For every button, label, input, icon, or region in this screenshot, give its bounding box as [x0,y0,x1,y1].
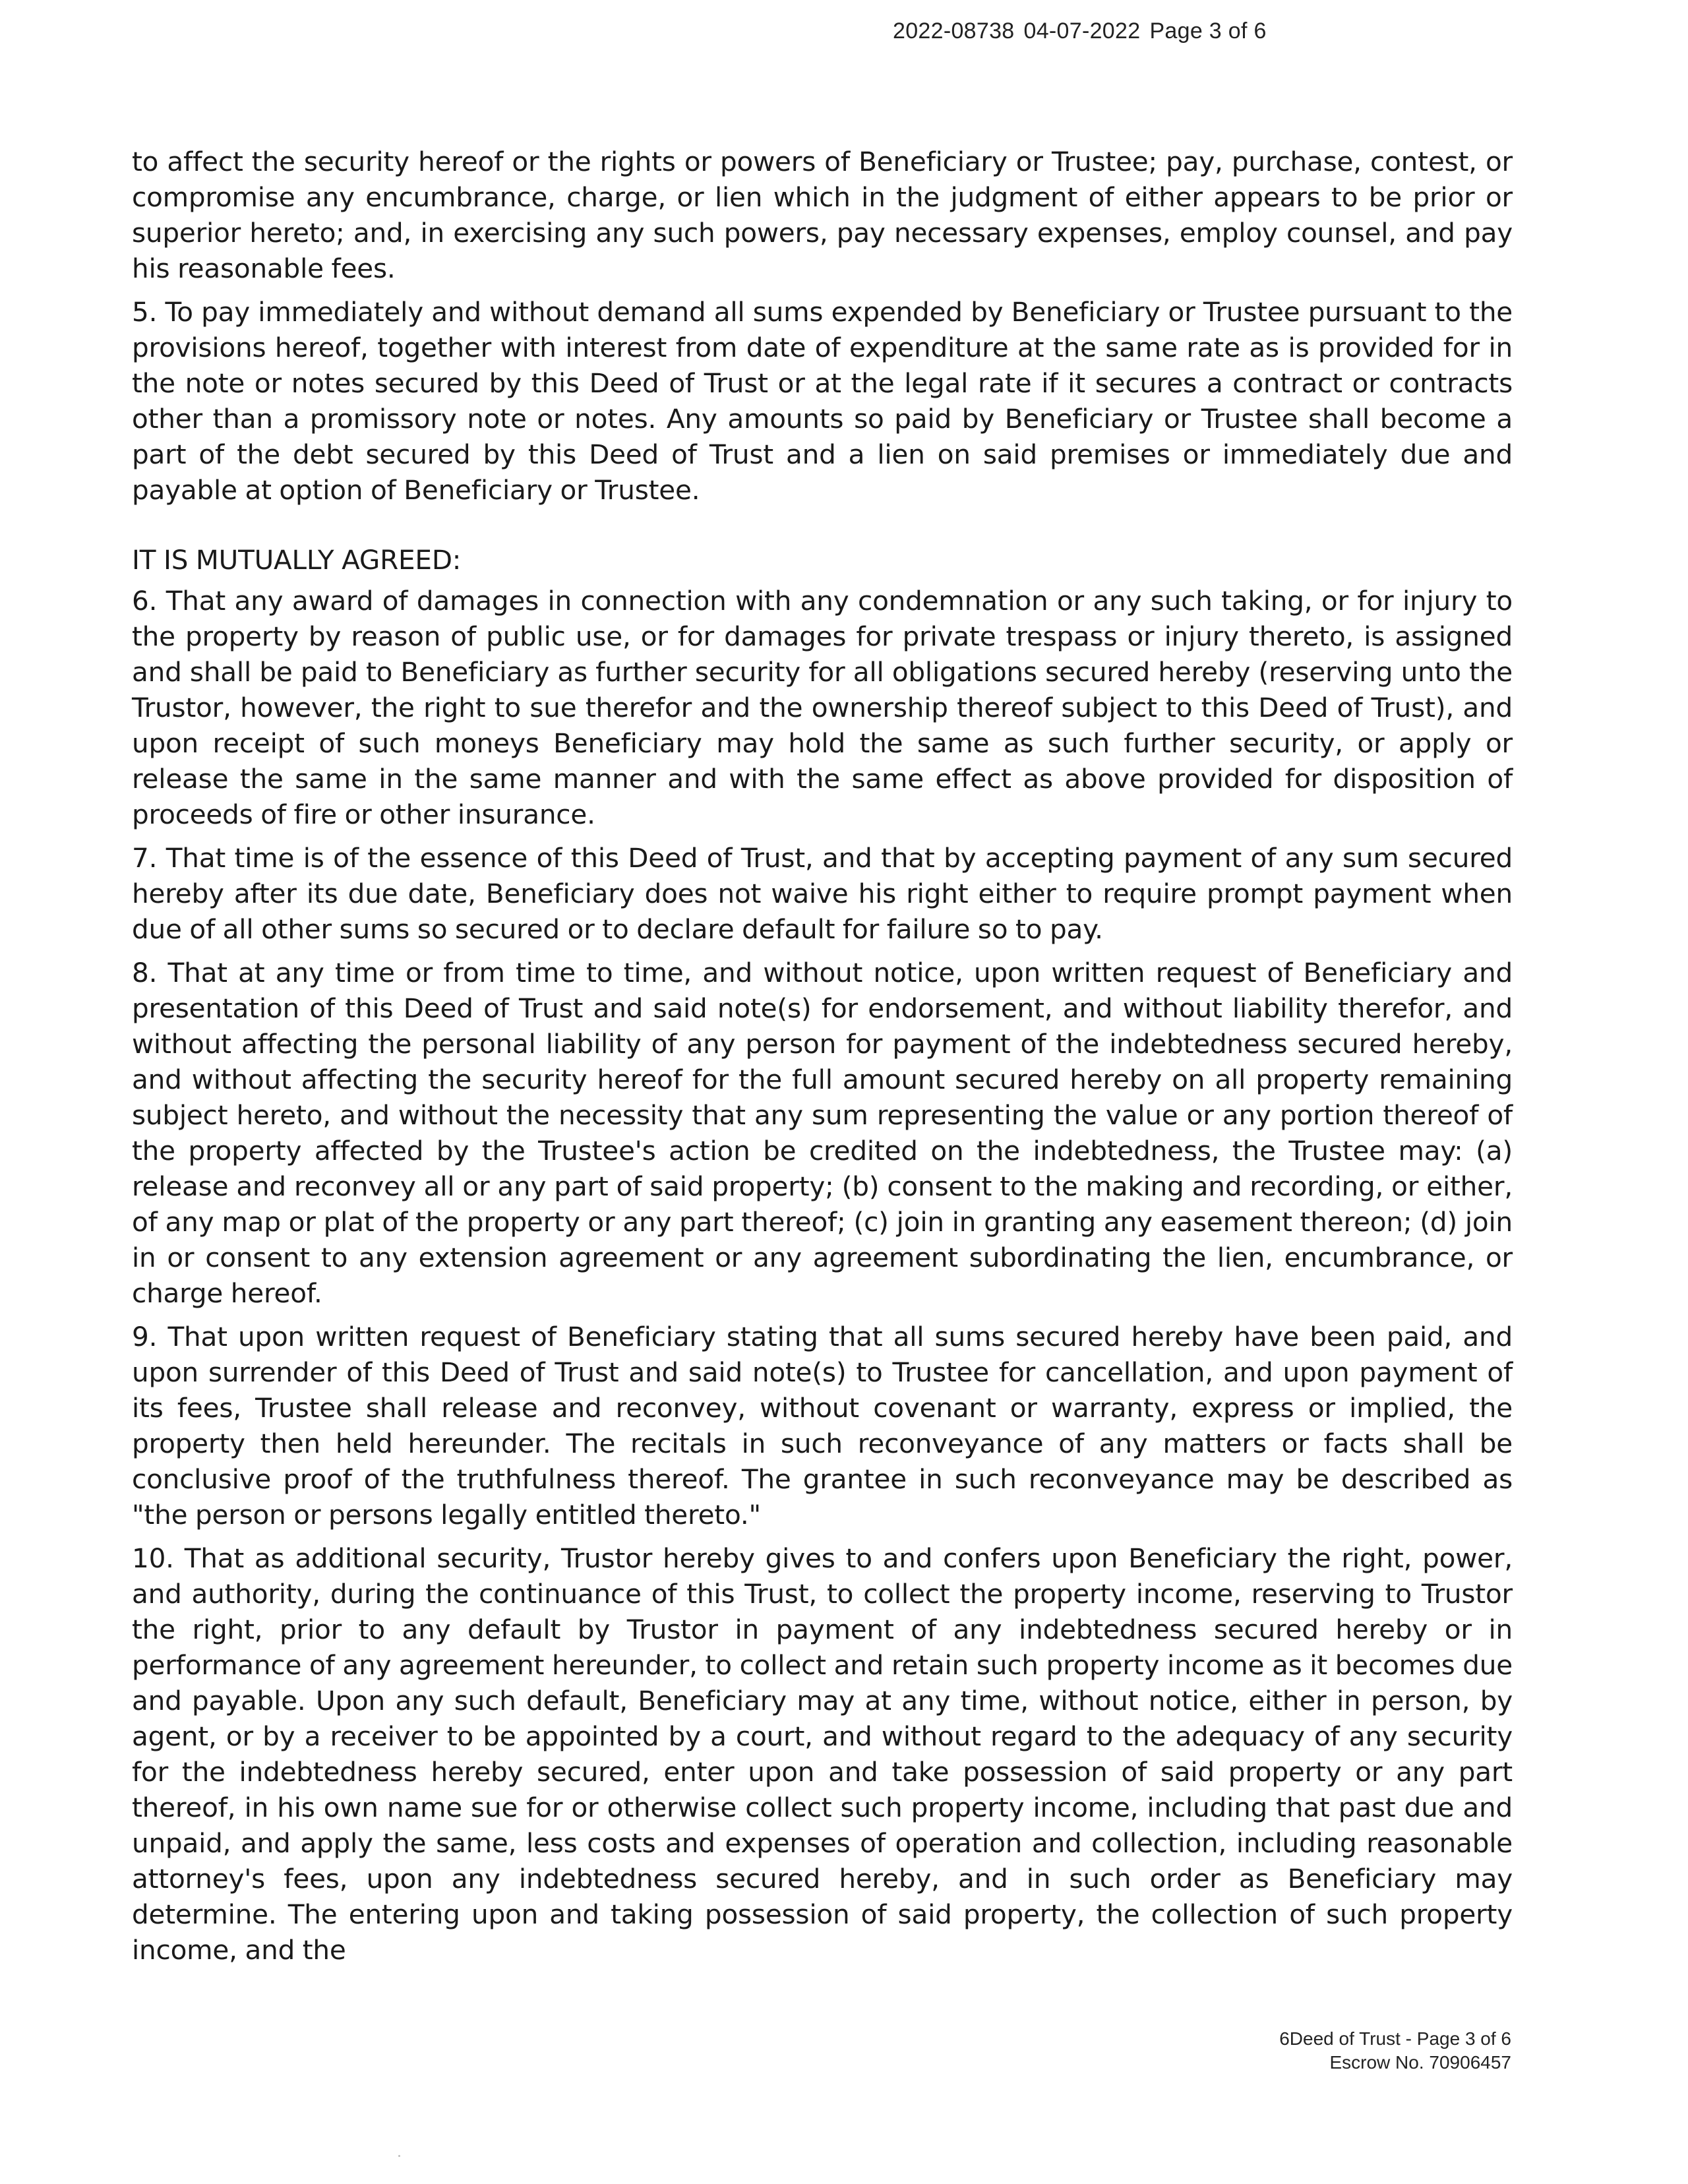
footer-page-label: 6Deed of Trust - Page 3 of 6 [1279,2028,1511,2049]
footer-escrow-number: Escrow No. 70906457 [1329,2052,1511,2073]
recording-date: 04-07-2022 [1023,18,1141,44]
paragraph-7: 7. That time is of the essence of this Deed of Trust, and that by accepting payment of any sum secured hereby after its due date, Beneficiary does not waive his right either to require prompt payment when due of all other sums so secured or to declare default for failure so to pay. [132,842,1513,945]
paragraph-continuation: to affect the security hereof or the rights or powers of Beneficiary or Trustee; pay, purchase, contest, or compromise any encumbrance, charge, or lien which in the judgment of either appears to be prior or superior hereto; and, in exercising any such powers, pay necessary expenses, employ counsel, and pay his reasonable fees. [132,146,1513,284]
section-heading: IT IS MUTUALLY AGREED: [132,544,462,576]
page-footer [1116,2027,1511,2075]
paragraph-5: 5. To pay immediately and without demand all sums expended by Beneficiary or Trustee pursuant to the provisions hereof, together with interest from date of expenditure at the same rate as is provided for in the note or notes secured by this Deed of Trust or at the legal rate if it secures a contract or contracts other than a promissory note or notes. Any amounts so paid by Beneficiary or Trustee shall become a part of the debt secured by this Deed of Trust and a lien on said premises or immediately due and payable at option of Beneficiary or Trustee. [132,296,1513,506]
document-number: 2022-08738 [893,18,1015,44]
page-indicator: Page 3 of 6 [1149,18,1267,44]
paragraph-9: 9. That upon written request of Beneficiary stating that all sums secured hereby have been paid, and upon surrender of this Deed of Trust and said note(s) to Trustee for cancellation, and upon payment of its fees, Trustee shall release and reconvey, without covenant or warranty, express or implied, the property then held hereunder. The recitals in such reconveyance of any matters or facts shall be conclusive proof of the truthfulness thereof. The grantee in such reconveyance may be described as "the person or persons legally entitled thereto." [132,1321,1513,1531]
scan-artifact [398,2155,400,2157]
paragraph-6: 6. That any award of damages in connection with any condemnation or any such taking, or for injury to the property by reason of public use, or for damages for private trespass or injury thereto, is assigned and shall be paid to Beneficiary as further security for all obligations secured hereby (reserving unto the Trustor, however, the right to sue therefor and the ownership thereof subject to this Deed of Trust), and upon receipt of such moneys Beneficiary may hold the same as such further security, or apply or release the same in the same manner and with the same effect as above provided for disposition of proceeds of fire or other insurance. [132,585,1513,830]
paragraph-8: 8. That at any time or from time to time, and without notice, upon written request of Beneficiary and presentation of this Deed of Trust and said note(s) for endorsement, and without liability therefor, and without affecting the personal liability of any person for payment of the indebtedness secured hereby, and without affecting the security hereof for the full amount secured hereby on all property remaining subject hereto, and without the necessity that any sum representing the value or any portion thereof of the property affected by the Trustee's action be credited on the indebtedness, the Trustee may: (a) release and reconvey all or any part of said property; (b) consent to the making and recording, or either, of any map or plat of the property or any part thereof; (c) join in granting any easement thereon; (d) join in or consent to any extension agreement or any agreement subordinating the lien, encumbrance, or charge hereof. [132,957,1513,1309]
paragraph-10: 10. That as additional security, Trustor hereby gives to and confers upon Beneficiary the right, power, and authority, during the continuance of this Trust, to collect the property income, reserving to Trustor the right, prior to any default by Trustor in payment of any indebtedness secured hereby or in performance of any agreement hereunder, to collect and retain such property income as it becomes due and payable. Upon any such default, Beneficiary may at any time, without notice, either in person, by agent, or by a receiver to be appointed by a court, and without regard to the adequacy of any security for the indebtedness hereby secured, enter upon and take possession of said property or any part thereof, in his own name sue for or otherwise collect such property income, including that past due and unpaid, and apply the same, less costs and expenses of operation and collection, including reasonable attorney's fees, upon any indebtedness secured hereby, and in such order as Beneficiary may determine. The entering upon and taking possession of said property, the collection of such property income, and the [132,1542,1513,1966]
recording-stamp [893,18,1341,44]
document-body [132,144,1513,1976]
